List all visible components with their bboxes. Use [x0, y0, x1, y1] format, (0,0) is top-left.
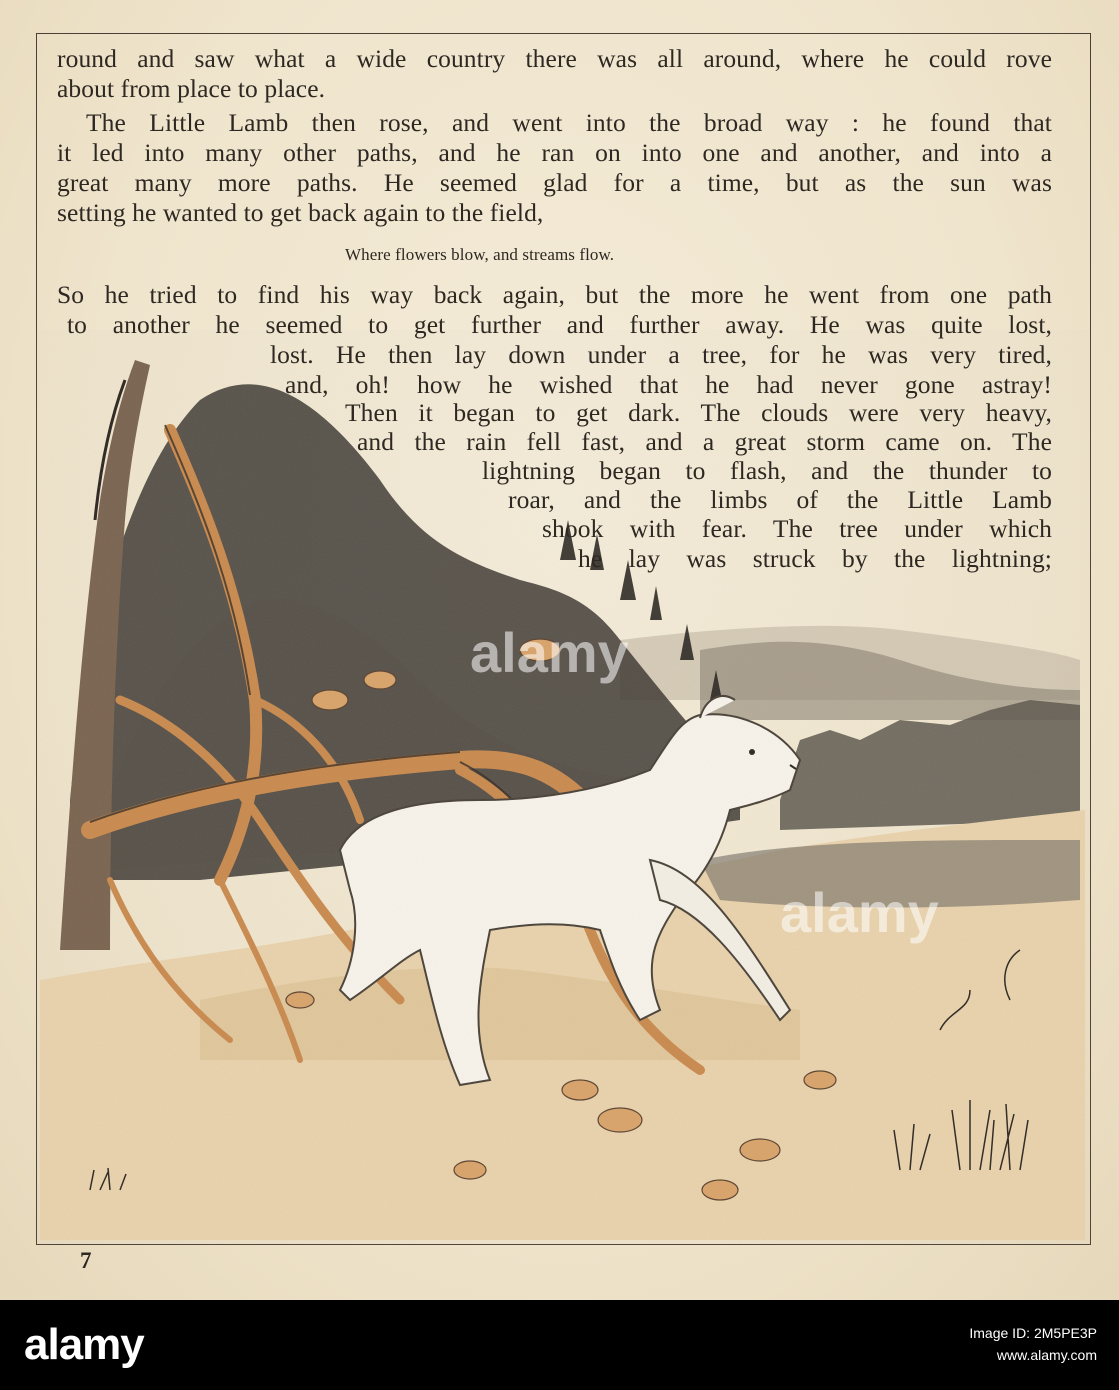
page-number: 7 — [80, 1248, 92, 1273]
watermark-overlay: alamy — [780, 881, 939, 944]
site-url: www.alamy.com — [996, 1347, 1097, 1363]
text-line: about from place to place. — [57, 74, 326, 103]
alamy-logo: alamy — [24, 1320, 144, 1369]
text-line: lost. He then lay down under a tree, for he was very tired, — [270, 340, 1052, 369]
text-line: and, oh! how he wished that he had never gone astray! — [285, 370, 1052, 399]
text-line: great many more paths. He seemed glad for a time, but as the sun was — [57, 168, 1052, 197]
image-id: Image ID: 2M5PE3P — [969, 1325, 1097, 1341]
watermark-overlay: alamy — [470, 621, 629, 684]
text-line: shook with fear. The tree under which — [542, 514, 1052, 543]
text-line: and the rain fell fast, and a great storm came on. The — [357, 427, 1052, 456]
text-line: So he tried to find his way back again, but the more he went from one path — [57, 280, 1052, 309]
text-line: he lay was struck by the lightning; — [578, 544, 1052, 573]
text-line: it led into many other paths, and he ran on into one and another, and into a — [57, 138, 1052, 167]
text-line: roar, and the limbs of the Little Lamb — [508, 485, 1052, 514]
text-line: Then it began to get dark. The clouds were very heavy, — [345, 398, 1052, 427]
text-line: The Little Lamb then rose, and went into the broad way : he found that — [86, 108, 1052, 137]
text-line: setting he wanted to get back again to the field, — [57, 198, 544, 227]
verse-line: Where flowers blow, and streams flow. — [345, 245, 615, 264]
text-line: lightning began to flash, and the thunder to — [482, 456, 1052, 485]
watermark-bar — [0, 1300, 1119, 1390]
text-line: round and saw what a wide country there was all around, where he could rove — [57, 44, 1052, 73]
text-line: to another he seemed to get further and further away. He was quite lost, — [67, 310, 1052, 339]
watermark-info — [969, 1322, 1097, 1366]
